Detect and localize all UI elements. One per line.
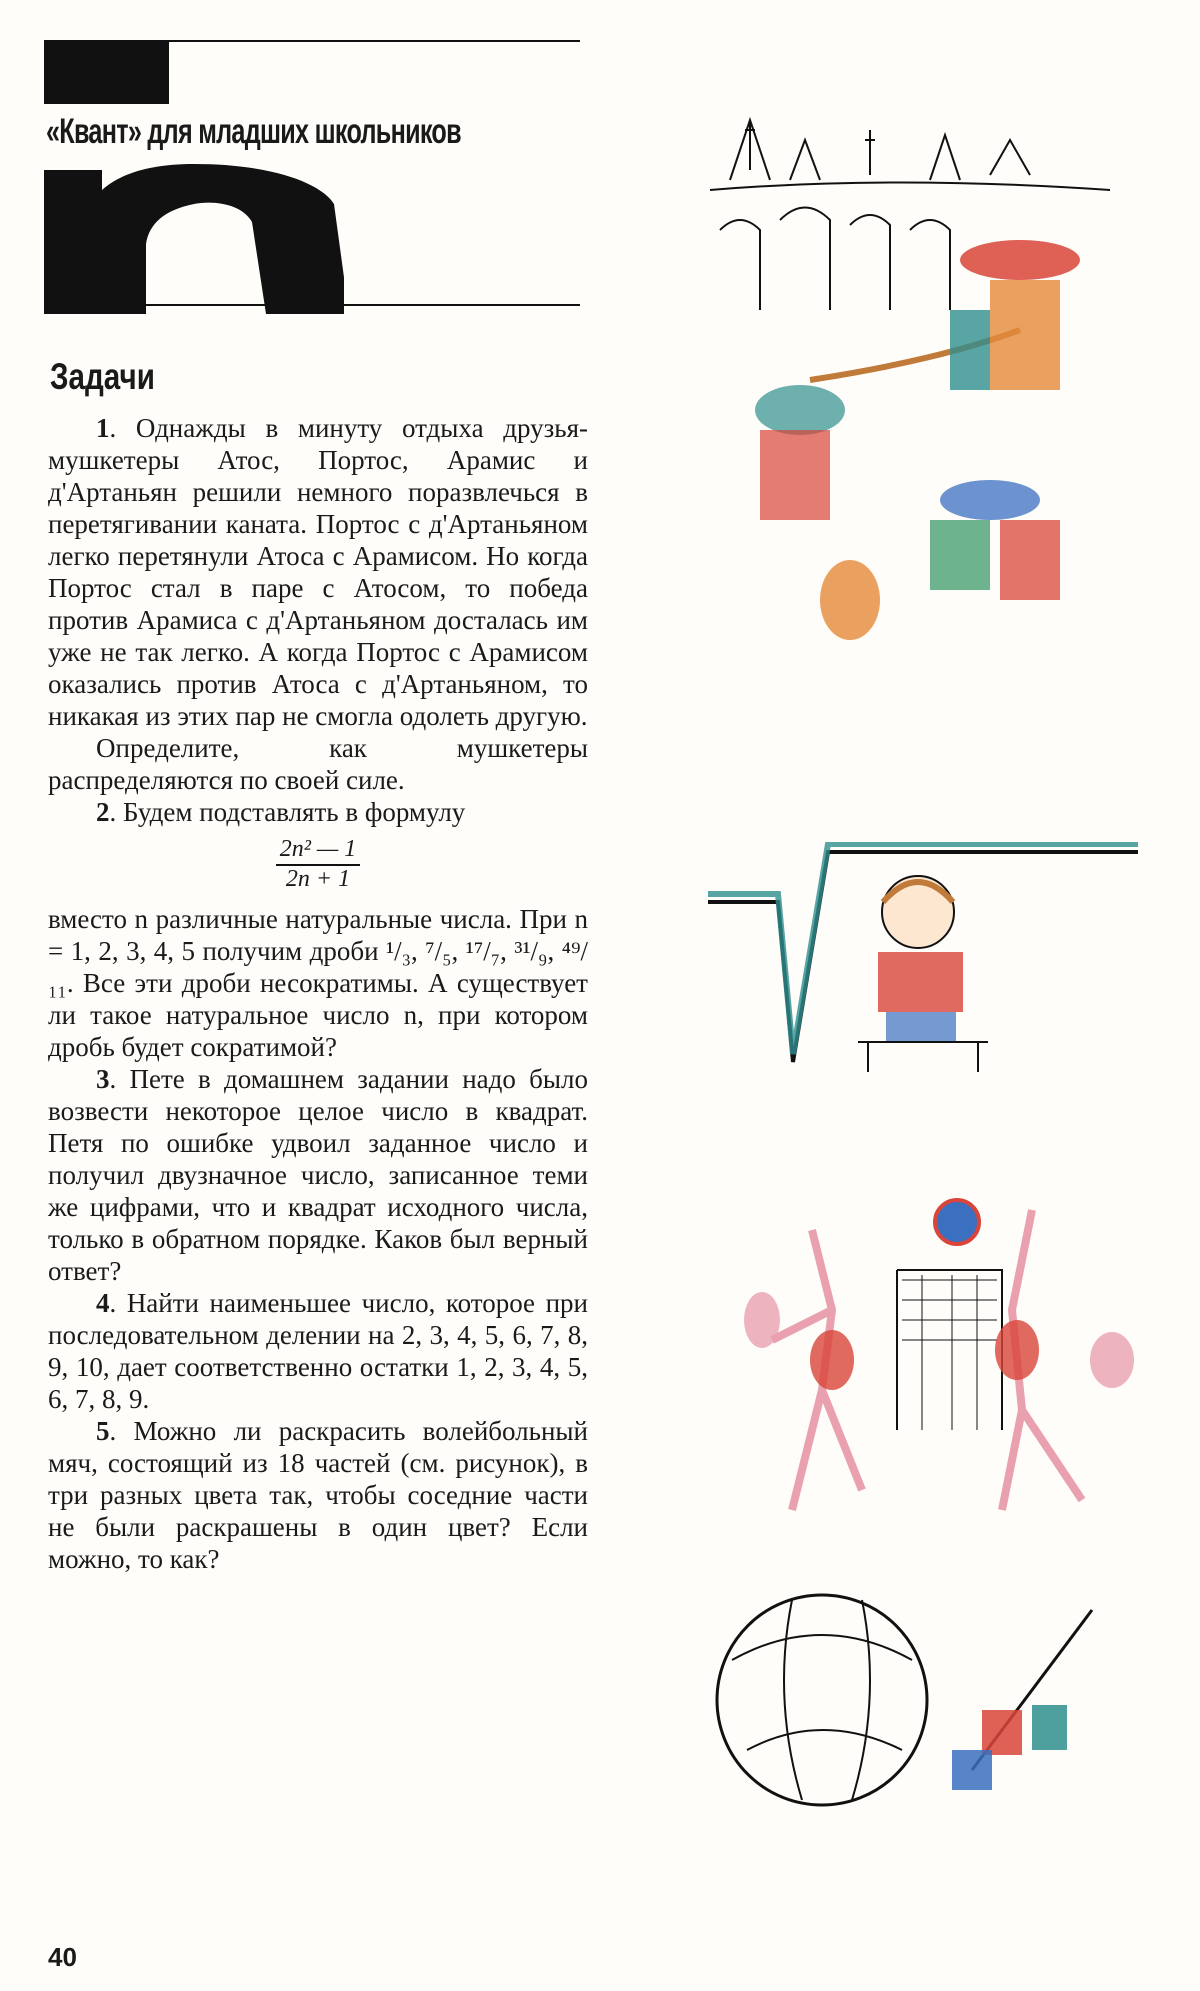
rubric-title: «Квант» для младших школьников [46,112,461,151]
header-bottom-rule [44,304,580,306]
header-black-bar [44,40,169,104]
square-root-boy-illustration [708,842,1138,1082]
page-number: 40 [48,1942,77,1972]
problem-3: 3. Пете в домашнем задании надо было возвести некоторое целое число в квадрат. Петя по ошибке удвоил заданное число и получил двузначное число, записанное теми же цифрами, что и квадрат исходного числа, только в обратном порядке. Каков был верный ответ? [48,1064,588,1286]
problem-number: 2 [96,797,110,827]
letter-p-logo [44,164,344,314]
rubric-header [44,40,580,310]
musketeers-tug-of-war-illustration [690,80,1160,700]
fraction-numerator: 2n² — 1 [276,836,361,866]
problem-number: 4 [96,1288,110,1318]
problem-number: 3 [96,1064,110,1094]
formula [48,836,588,893]
fraction [276,836,361,892]
problem-2-text: вместо n различные натуральные числа. При n = 1, 2, 3, 4, 5 получим дроби ¹/₃, ⁷/₅, ¹⁷/₇, ³¹/₉, ⁴⁹/₁₁. Все эти дроби несократимы. А существует ли такое натуральное число n, при котором дробь будет сократимой? [48,904,588,1062]
section-title: Задачи [50,356,155,397]
problem-2: 2. Будем подставлять в формулу [96,797,466,827]
problem-1-question: Определите, как мушкетеры распределяются по своей силе. [48,733,588,795]
fraction-denominator: 2n + 1 [285,866,351,892]
problem-4: 4. Найти наименьшее число, которое при последовательном делении на 2, 3, 4, 5, 6, 7, 8, 9, 10, дает соответственно остатки 1, 2, 3, 4, 5, 6, 7, 8, 9. [48,1288,588,1414]
problem-number: 1 [96,413,110,443]
header-top-rule [169,40,580,42]
problems-text [48,412,588,1575]
problem-5: 5. Можно ли раскрасить волейбольный мяч, состоящий из 18 частей (см. рисунок), в три разных цвета так, чтобы соседние части не были раскрашены в один цвет? Если можно, то как? [48,1416,588,1574]
problem-1: 1. Однажды в минуту отдыха друзья-мушкетеры Атос, Портос, Арамис и д'Артаньян решили немного поразвлечься в перетягивании каната. Портос с д'Артаньяном легко перетянули Атоса с Арамисом. Но когда Портос стал в паре с Атосом, то победа против Арамиса с д'Артаньяном досталась им уже не так легко. А когда Портос с Арамисом оказались против Атоса с д'Артаньяном, то никакая из этих пар не смогла одолеть другую. [48,413,588,731]
volleyball-illustration [712,1190,1152,1850]
problem-number: 5 [96,1416,110,1446]
